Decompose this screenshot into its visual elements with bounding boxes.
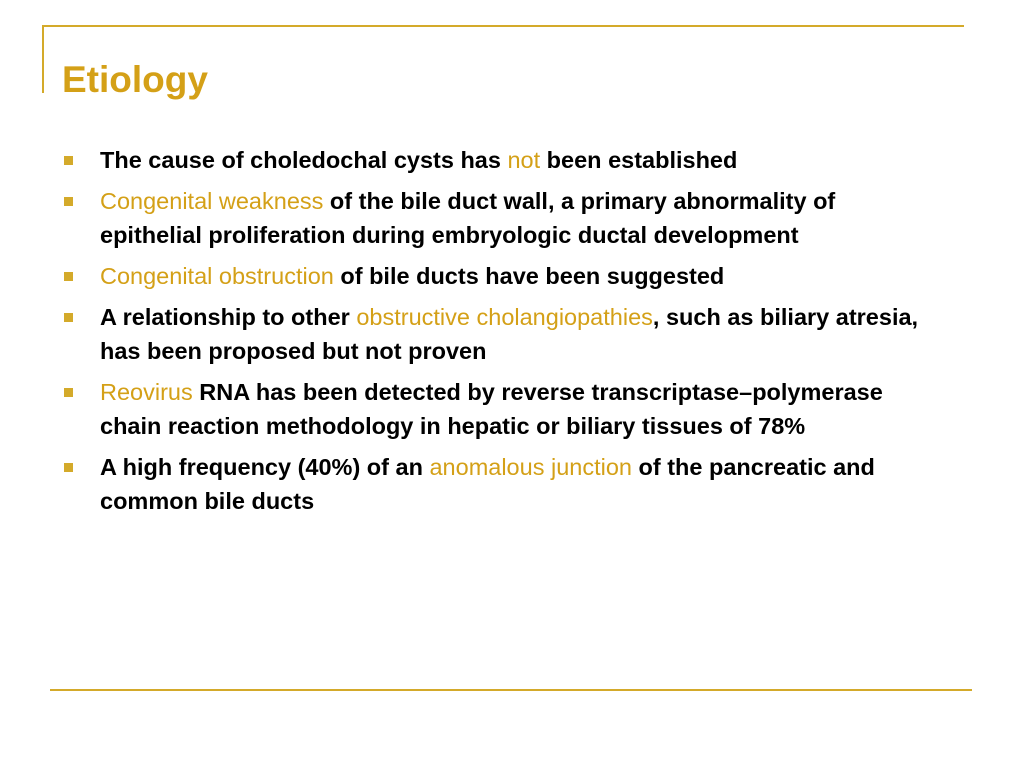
bottom-border-line	[50, 689, 972, 691]
highlighted-term: Congenital obstruction	[100, 263, 334, 289]
bullet-item	[62, 375, 942, 443]
bullet-text: of bile ducts have been suggested	[333, 263, 725, 289]
bullet-list	[62, 143, 942, 525]
square-bullet-icon	[64, 313, 73, 322]
bullet-item	[62, 300, 942, 368]
bullet-text: A relationship to other	[100, 304, 357, 330]
bullet-text: , such as biliary atresia, has been proposed but not proven	[100, 304, 919, 364]
highlighted-term: Congenital weakness	[100, 188, 324, 214]
slide-title: Etiology	[62, 59, 208, 100]
square-bullet-icon	[64, 272, 73, 281]
bullet-item	[62, 143, 942, 177]
highlighted-term: not	[507, 147, 541, 173]
highlighted-term: Reovirus	[100, 379, 193, 405]
square-bullet-icon	[64, 156, 73, 165]
bullet-text: A high frequency (40%) of an	[100, 454, 430, 480]
bullet-text: been established	[540, 147, 738, 173]
square-bullet-icon	[64, 463, 73, 472]
bullet-item	[62, 184, 942, 252]
bullet-item	[62, 450, 942, 518]
square-bullet-icon	[64, 388, 73, 397]
square-bullet-icon	[64, 197, 73, 206]
left-border-line	[42, 25, 44, 93]
top-border-line	[42, 25, 964, 27]
bullet-text: RNA has been detected by reverse transcriptase–polymerase chain reaction methodology in hepatic or biliary tissues of 78%	[100, 379, 883, 439]
bullet-item	[62, 259, 942, 293]
highlighted-term: anomalous junction	[429, 454, 632, 480]
bullet-text: of the bile duct wall, a primary abnormality of epithelial proliferation during embryologic ductal development	[100, 188, 836, 248]
highlighted-term: obstructive cholangiopathies	[356, 304, 653, 330]
bullet-text: The cause of choledochal cysts has	[100, 147, 508, 173]
bullet-text: of the pancreatic and common bile ducts	[100, 454, 875, 514]
